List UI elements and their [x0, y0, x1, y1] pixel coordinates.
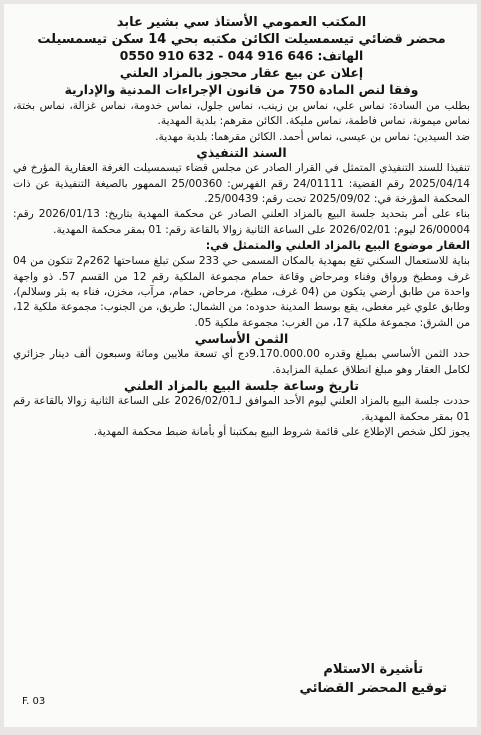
- auction-date-text: حددت جلسة البيع بالمزاد العلني ليوم الأحد الموافق لـ2026/02/01 على الساعة الثانية زوالا بالقاعة رقم 01 بمقر محكمة المهدية.: [13, 395, 470, 423]
- executive-title-text: تنفيذا للسند التنفيذي المتمثل في القرار الصادر عن مجلس قضاء تيسمسيلت الغرفة العقارية المؤرخ في 2025/04/14 رقم القضية: 24/01111 رقم الفهرس: 25/00360 الممهور بالصيغة التنفيذية عن ذات المحكمة المؤرخة في: 2025/09/02 تحت رقم: 25/00439.: [13, 162, 471, 206]
- viewing-conditions-text: يجوز لكل شخص الإطلاع على قائمة شروط البيع بمكتبنا أو بأمانة ضبط محكمة المهدية.: [93, 425, 470, 438]
- office-address: محضر قضائي تيسمسيلت الكائن مكتبه بحي 14 سكن تيسمسيلت: [37, 32, 446, 47]
- receipt-visa: تأشيرة الاستلام: [323, 662, 424, 677]
- bailiff-signature: توقيع المحضر القضائي: [299, 681, 447, 696]
- sale-order-text: بناء على أمر بتحديد جلسة البيع بالمزاد العلني الصادر عن محكمة المهدية بتاريخ: 2026/01/13 رقم: 26/00004 ليوم: 2026/02/01 على الساعة الثانية زوالا بالقاعة رقم: 01 بمقر محكمة المهدية.: [13, 208, 470, 236]
- office-phones: الهاتف: 646 916 044 - 632 910 0550: [119, 49, 364, 63]
- requesting-parties: بطلب من السادة: نماس علي، نماس بن زينب، نماس جلول، نماس خدومة، نماس غزالة، نماس بختة، نماس ميمونة، نماس فاطمة، نماس مليكة. الكائن مقرهم: بلدية المهدية.: [13, 100, 470, 128]
- opposing-parties: ضد السيدين: نماس بن عيسى، نماس أحمد. الكائن مقرهما: بلدية مهدية.: [155, 130, 470, 143]
- notice-title: إعلان عن بيع عقار محجوز بالمزاد العلني: [119, 66, 364, 80]
- office-name: المكتب العمومي الأستاذ سي بشير عابد: [116, 15, 367, 30]
- signature-block: [299, 660, 447, 698]
- form-code: F. 03: [22, 696, 46, 707]
- property-heading: العقار موضوع البيع بالمزاد العلني والمتمثل في:: [205, 239, 470, 253]
- property-description: بناية للاستعمال السكني تقع بمهدية بالمكان المسمى حي 233 سكن تبلغ مساحتها 262م2 تتكون من 04 غرف ومطبخ ورواق وفناء ومرحاض وقاعة حمام مجموعة الملكية رقم 12 من القسم 57. ذو واجهة واحدة من طابق أرضي يتكون من (04 غرف، مطبخ، مرحاض، حمام، مرآب، مخزن، فناء به بئر وسلالم)، وطابق علوي غير مغطى، يقع بوسط المدينة حدوده: من الشمال: طريق، من الجنوب: مجموعة ملكية 12، من الشرق: مجموعة ملكية 17، من الغرب: مجموعة ملكية 05.: [13, 255, 471, 329]
- executive-title-heading: السند التنفيذي: [196, 145, 287, 161]
- auction-date-heading: تاريخ وساعة جلسة البيع بالمزاد العلني: [124, 378, 359, 394]
- legal-notice-page: [4, 4, 477, 727]
- base-price-heading: الثمن الأساسي: [194, 331, 289, 347]
- base-price-text: حدد الثمن الأساسي بمبلغ وقدره 9.170.000.00دج أي تسعة ملايين ومائة وسبعون ألف دينار جزائري لكامل العقار وهو مبلغ انطلاق عملية المزايدة.: [13, 348, 470, 376]
- legal-basis: وفقا لنص المادة 750 من قانون الإجراءات المدنية والإدارية: [64, 83, 419, 97]
